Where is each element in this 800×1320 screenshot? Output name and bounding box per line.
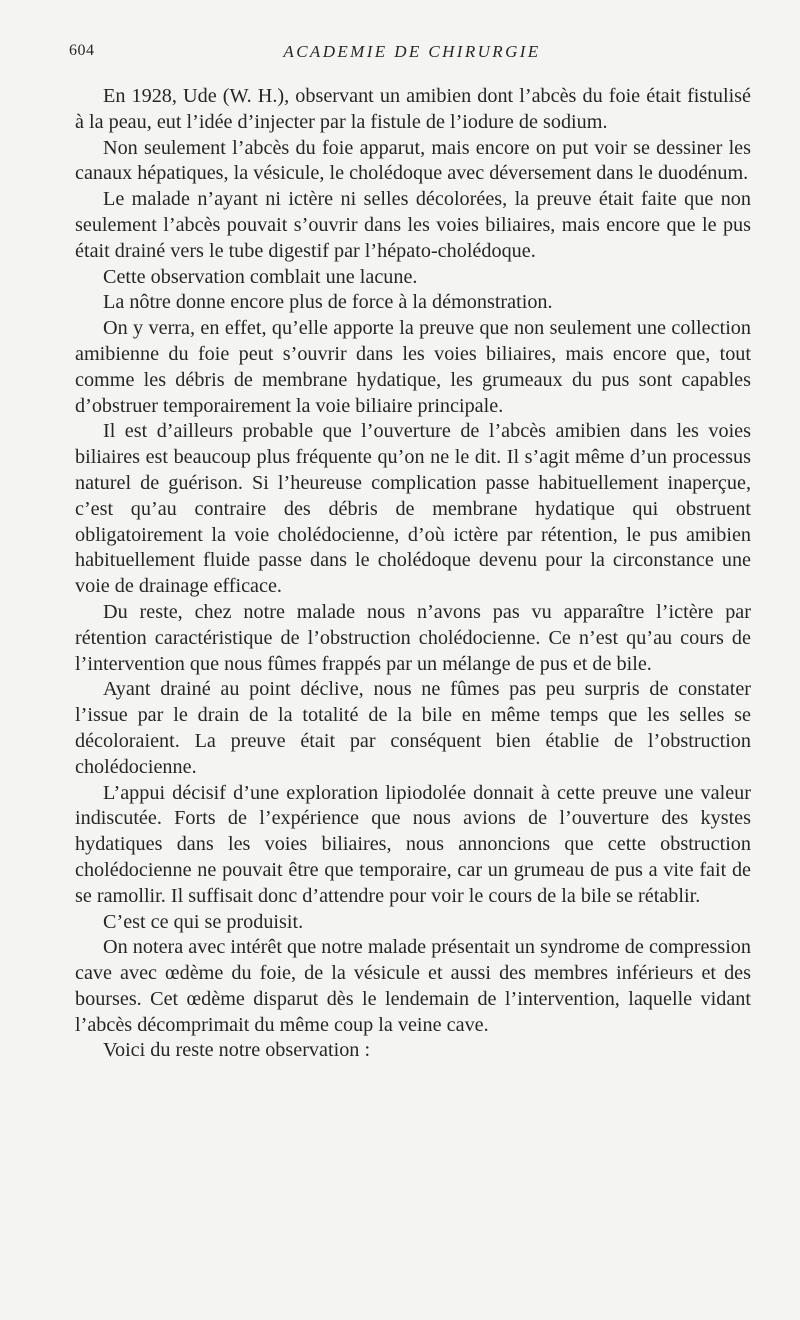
paragraph: Non seulement l’abcès du foie apparut, mais encore on put voir se dessiner les canaux hépatiques, la vésicule, le cholédoque avec déversement dans le duodénum. xyxy=(75,136,751,185)
paragraph: Cette observation comblait une lacune. xyxy=(103,265,418,288)
paragraph: Voici du reste notre observation : xyxy=(103,1039,371,1062)
body-text xyxy=(75,84,751,1064)
paragraph: L’appui décisif d’une exploration lipiodolée donnait à cette preuve une valeur indiscutée. Forts de l’expérience que nous avions de l’ouverture des kystes hydatiques dans les voies biliaires, nous annoncions que cette obstruction cholédocienne ne pouvait être que temporaire, car un grumeau de pus a vite fait de se ramollir. Il suffisait donc d’attendre pour voir le cours de la bile se rétablir. xyxy=(75,781,751,907)
running-head: ACADEMIE DE CHIRURGIE xyxy=(283,42,541,61)
paragraph: La nôtre donne encore plus de force à la démonstration. xyxy=(103,291,553,314)
page-number: 604 xyxy=(69,42,95,59)
paragraph: Ayant drainé au point déclive, nous ne fûmes pas peu surpris de constater l’issue par le drain de la totalité de la bile en même temps que les selles se décoloraient. La preuve était par conséquent bien établie de l’obstruction cholédocienne. xyxy=(75,678,751,778)
page-header xyxy=(69,42,751,66)
paragraph: On notera avec intérêt que notre malade présentait un syndrome de compression cave avec œdème du foie, de la vésicule et aussi des membres inférieurs et des bourses. Cet œdème disparut dès le lendemain de l’intervention, laquelle vidant l’abcès décomprimait du même coup la veine cave. xyxy=(75,936,751,1036)
paragraph: Le malade n’ayant ni ictère ni selles décolorées, la preuve était faite que non seulement l’abcès pouvait s’ouvrir dans les voies biliaires, mais encore que le pus était drainé vers le tube digestif par l’hépato-cholédoque. xyxy=(75,188,751,262)
paragraph: En 1928, Ude (W. H.), observant un amibien dont l’abcès du foie était fistulisé à la peau, eut l’idée d’injecter par la fistule de l’iodure de sodium. xyxy=(75,85,751,133)
paragraph: Du reste, chez notre malade nous n’avons pas vu apparaître l’ictère par rétention caractéristique de l’obstruction cholédocienne. Ce n’est qu’au cours de l’intervention que nous fûmes frappés par un mélange de pus et de bile. xyxy=(75,600,751,675)
paragraph: C’est ce qui se produisit. xyxy=(103,910,304,933)
paragraph: Il est d’ailleurs probable que l’ouverture de l’abcès amibien dans les voies biliaires est beaucoup plus fréquente qu’on ne le dit. Il s’agit même d’un processus naturel de guérison. Si l’heureuse complication passe habituellement inaperçue, c’est qu’au contraire des débris de membrane hydatique qui obstruent obligatoirement la voie cholédocienne, d’où ictère par rétention, le pus amibien habituellement fluide passe dans le cholédoque devenu pour la circonstance une voie de drainage efficace. xyxy=(75,420,751,598)
paragraph: On y verra, en effet, qu’elle apporte la preuve que non seulement une collection amibienne du foie peut s’ouvrir dans les voies biliaires, mais encore que, tout comme les débris de membrane hydatique, les grumeaux du pus sont capables d’obstruer temporairement la voie biliaire principale. xyxy=(75,317,751,417)
